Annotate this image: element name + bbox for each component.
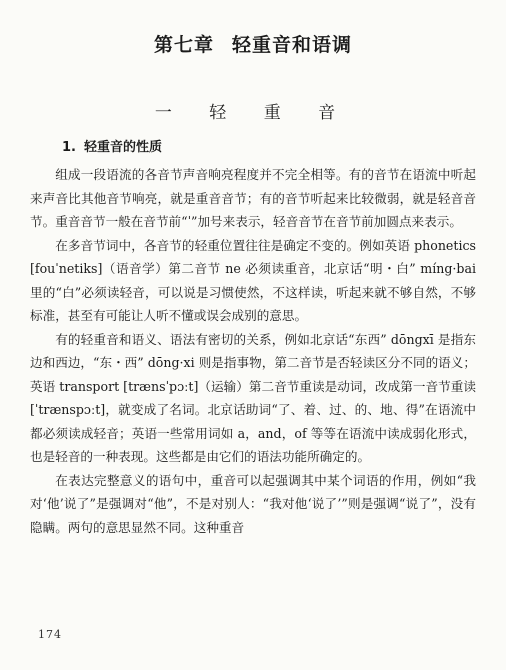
paragraph: 组成一段语流的各音节声音响亮程度并不完全相等。有的音节在语流中听起来声音比其他音节响亮，就是重音音节；有的音节听起来比较微弱，就是轻音音节。重音音节一般在音节前“ˈ”加号来表示，轻音音节在音节前加圆点来表示。 [30,167,476,229]
page-number: 174 [38,628,62,641]
section-title: 一 轻 重 音 [154,103,352,123]
paragraph: 有的轻重音和语义、语法有密切的关系，例如北京话“东西” dōngxī 是指东边和西边，“东・西” dōng·xi 则是指事物，第二音节是否轻读区分不同的语义；英语 transport [trænsˈpɔːt]（运输）第二音节重读是动词，改成第一音节重读 [ˈtrænspɔːt]，就变成了名词。北京话助词“了、着、过、的、地、得”在语流中都必须读成轻音；英语一些常用词如 a，and，of 等等在语流中读成弱化形式，也是轻音的一种表现。这些都是由它们的语法功能所确定的。 [30,331,476,464]
chapter-number: 第七章 [153,34,214,56]
chapter-name: 轻重音和语调 [232,34,353,56]
paragraph: 在多音节词中，各音节的轻重位置往往是确定不变的。例如英语 phonetics [fouˈnetiks]（语音学）第二音节 ne 必须读重音，北京话“明・白” míng·bai 里的“白”必须读轻音，可以说是习惯使然，不这样读，听起来就不够自然，不够标准，甚至有可能让人听不懂或误会成别的意思。 [30,237,476,323]
subsection-number: 1. [62,140,76,155]
subsection-heading [62,136,162,155]
subsection-title: 轻重音的性质 [83,140,162,155]
chapter-title [0,30,506,57]
paragraph: 在表达完整意义的语句中，重音可以起强调其中某个词语的作用，例如“我对‘他’说了”是强调对“他”，不是对别人：“我对他‘说了’”则是强调“说了”，没有隐瞒。两句的意思显然不同。这种重音 [30,472,476,535]
body-text [30,163,476,539]
